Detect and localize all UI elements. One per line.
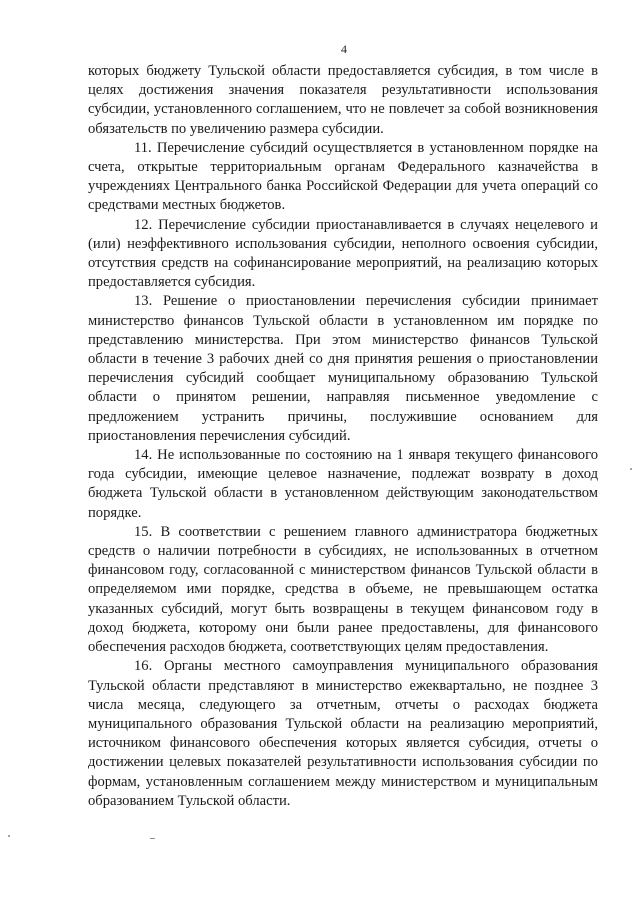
- scan-speck: [8, 835, 10, 837]
- paragraph-13: 13. Решение о приостановлении перечисления субсидии принимает министерство финансов Тульской области в установленном им порядке по представлению министерства. При этом министерство финансов Тульской области в течение 3 рабочих дней со дня принятия решения о приостановлении перечисления субсидий сообщает муниципальному образованию Тульской области о принятом решении, направляя письменное уведомление с предложением устранить причины, послужившие основанием для приостановления перечисления субсидий.: [88, 293, 598, 444]
- scan-speck: [150, 838, 155, 839]
- paragraph-11: 11. Перечисление субсидий осуществляется в установленном порядке на счета, открытые территориальным органам Федерального казначейства в учреждениях Центрального банка Российской Федерации для учета операций со средствами местных бюджетов.: [88, 139, 598, 214]
- scan-speck: [630, 468, 632, 470]
- paragraph-12: 12. Перечисление субсидии приостанавливается в случаях нецелевого и (или) неэффективного использования субсидии, неполного освоения субсидии, отсутствия средств на софинансирование мероприятий, на реализацию которых предоставляется субсидия.: [88, 216, 598, 291]
- paragraph-15: 15. В соответствии с решением главного администратора бюджетных средств о наличии потребности в субсидиях, не использованных в отчетном финансовом году, согласованной с министерством финансов Тульской области в определяемом ими порядке, средства в объеме, не превышающем остатка указанных субсидий, могут быть возвращены в текущем финансовом году в доход бюджета, которому они были ранее предоставлены, для финансового обеспечения расходов бюджета, соответствующих целям предоставления.: [88, 523, 598, 656]
- document-body: [88, 62, 598, 811]
- paragraph-continuation: которых бюджету Тульской области предоставляется субсидия, в том числе в целях достижения значения показателя результативности использования субсидии, установленного соглашением, что не повлечет за собой возникновения обязательств по увеличению размера субсидии.: [88, 63, 598, 137]
- page-number: 4: [341, 42, 347, 56]
- paragraph-16: 16. Органы местного самоуправления муниципального образования Тульской области представляют в министерство ежеквартально, не позднее 3 числа месяца, следующего за отчетным, отчеты о расходах бюджета муниципального образования Тульской области на реализацию мероприятий, источником финансового обеспечения которых является субсидия, отчеты о достижении целевых показателей результативности использования субсидии по формам, установленным соглашением между министерством и муниципальным образованием Тульской области.: [88, 658, 598, 809]
- paragraph-14: 14. Не использованные по состоянию на 1 января текущего финансового года субсидии, имеющие целевое назначение, подлежат возврату в доход бюджета Тульской области в установленном действующим законодательством порядке.: [88, 447, 598, 521]
